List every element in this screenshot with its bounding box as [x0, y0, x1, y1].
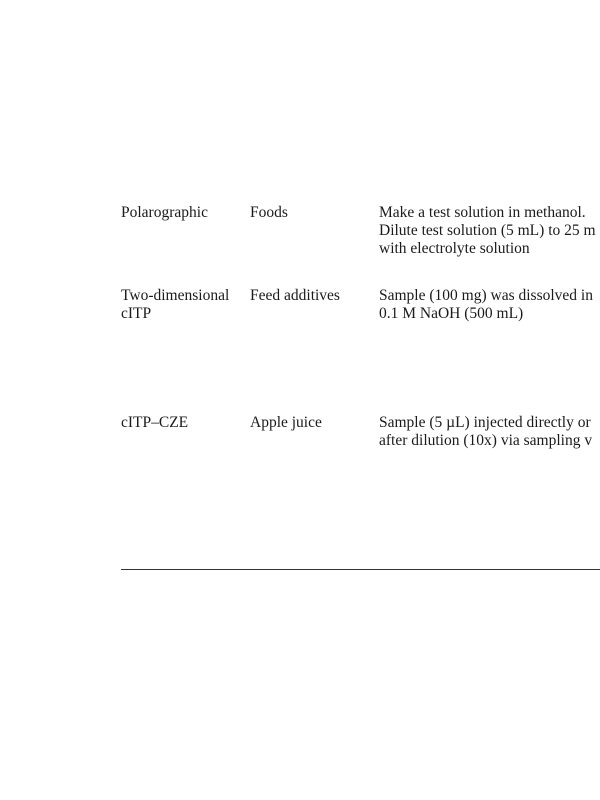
preparation-cell: [379, 204, 596, 258]
preparation-text: Sample (100 mg) was dissolved in: [379, 287, 593, 304]
table-bottom-rule: [121, 569, 600, 570]
preparation-text: 0.1 M NaOH (500 mL): [379, 305, 524, 322]
preparation-text: Dilute test solution (5 mL) to 25 m: [379, 222, 596, 239]
preparation-text: after dilution (10x) via sampling v: [379, 432, 593, 449]
technique-text: cITP: [121, 305, 152, 322]
matrix-text: Feed additives: [250, 287, 340, 304]
matrix-text: Apple juice: [250, 414, 322, 431]
preparation-text: Sample (5 µL) injected directly or: [379, 414, 591, 431]
preparation-text: Make a test solution in methanol.: [379, 204, 586, 221]
matrix-cell: [250, 414, 322, 432]
preparation-text: with electrolyte solution: [379, 240, 530, 257]
matrix-text: Foods: [250, 204, 288, 221]
technique-text: Two-dimensional: [121, 287, 230, 304]
technique-cell: [121, 287, 229, 323]
matrix-cell: [250, 204, 288, 222]
technique-text: Polarographic: [121, 204, 208, 221]
preparation-cell: [379, 287, 593, 323]
preparation-cell: [379, 414, 592, 450]
technique-text: cITP–CZE: [121, 414, 189, 431]
technique-cell: [121, 204, 208, 222]
matrix-cell: [250, 287, 340, 305]
technique-cell: [121, 414, 188, 432]
